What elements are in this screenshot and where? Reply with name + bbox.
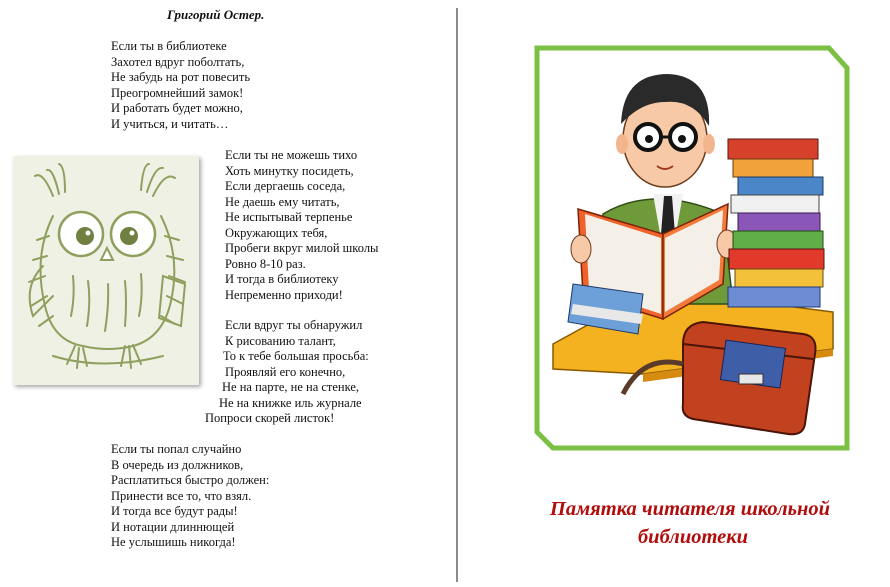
poem-line: И нотации длиннющей (111, 519, 235, 534)
poem-line: Если дергаешь соседа, (225, 179, 346, 193)
title-line-1: Памятка читателя школьной (549, 498, 831, 520)
poem-line: Не на парте, не на стенке, (222, 380, 360, 394)
poem-line: То к тебе большая просьба: (223, 349, 369, 363)
poem-line: Хоть минутку посидеть, (225, 163, 354, 178)
poem-author: Григорий Остер. (167, 7, 265, 22)
poem-line: Ровно 8-10 раз. (225, 256, 306, 271)
poem-line: И работать будет можно, (111, 101, 243, 115)
poem-line: Если вдруг ты обнаружил (225, 318, 363, 332)
poem-line: Захотел вдруг поболтать, (111, 54, 245, 69)
poem-line: Не на книжке иль журнале (219, 395, 362, 410)
page-divider (456, 8, 458, 582)
poem-line: И учиться, и читать… (111, 116, 229, 131)
poem-line: Пробеги вкруг милой школы (225, 241, 379, 255)
poem-line: Преогромнейший замок! (111, 85, 244, 100)
poem-line: Непременно приходи! (225, 287, 343, 302)
boy-reading-books-icon (533, 44, 851, 452)
owl-illustration-icon (13, 156, 199, 385)
poem-line: Окружающих тебя, (225, 225, 328, 240)
poem-line: Расплатиться быстро должен: (111, 473, 270, 487)
poem-line: Не испытывай терпенье (225, 210, 353, 224)
poem-line: Если ты в библиотеке (111, 39, 227, 53)
poem-line: Попроси скорей листок! (205, 411, 335, 425)
poem-line: Не даешь ему читать, (225, 194, 340, 209)
poem-stanza-3 (205, 318, 369, 427)
poem-line: Принести все то, что взял. (111, 488, 252, 503)
poem-line: И тогда в библиотеку (225, 272, 339, 286)
poem-line: И тогда все будут рады! (111, 504, 238, 518)
poem-line: Если ты попал случайно (111, 442, 242, 456)
poem-line: К рисованию талант, (225, 333, 336, 348)
poem-stanza-2 (225, 148, 378, 303)
title-line-2: библиотеки (637, 526, 749, 548)
poem-line: Проявляй его конечно, (225, 364, 346, 379)
poem-line: Не услышишь никогда! (111, 535, 236, 549)
poem-stanza-4 (111, 442, 269, 551)
poem-line: Если ты не можешь тихо (225, 148, 358, 162)
poem-line: В очередь из должников, (111, 457, 244, 472)
poem-stanza-1 (111, 39, 250, 132)
owl-illustration (13, 156, 199, 385)
poem-line: Не забудь на рот повесить (111, 70, 251, 84)
cover-illustration (533, 44, 851, 452)
brochure-title (505, 495, 875, 551)
